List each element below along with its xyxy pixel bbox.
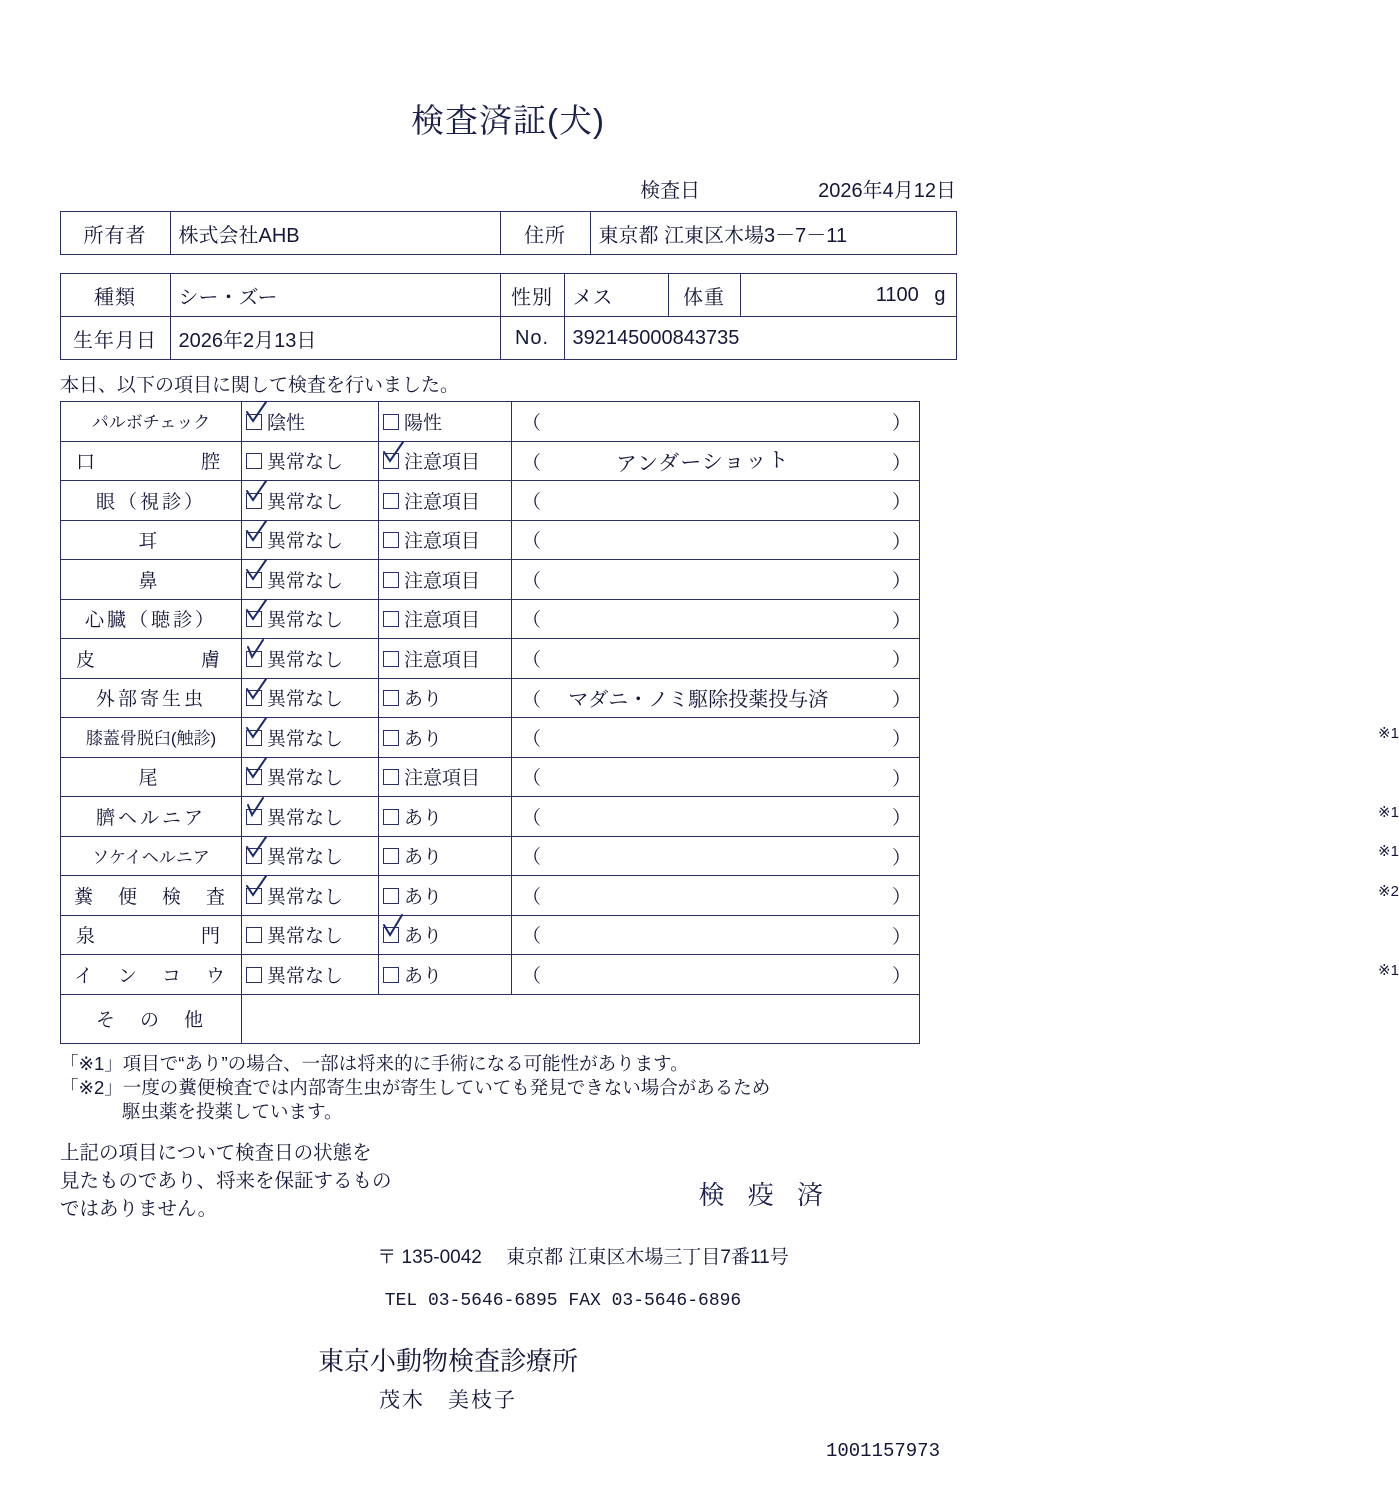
row-7-left-label: 異常なし (267, 689, 344, 711)
row-1-right-label: 注意項目 (404, 452, 481, 474)
row-4-right-label: 注意項目 (404, 570, 481, 592)
row-label-7: 外部寄生虫 (61, 678, 242, 718)
row-14-option-right[interactable] (379, 955, 512, 995)
owner-value: 株式会社AHB (170, 212, 500, 255)
row-1-option-right[interactable] (379, 441, 512, 481)
row-14-right-label: あり (404, 965, 443, 987)
checkbox-icon[interactable] (383, 532, 399, 548)
row-0-option-left[interactable] (242, 402, 379, 442)
animal-info-table (60, 273, 957, 360)
checkbox-icon[interactable] (383, 572, 399, 588)
row-8-footnote-mark: ※1 (1378, 724, 1399, 742)
checkbox-icon[interactable] (383, 611, 399, 627)
row-6-left-label: 異常なし (267, 649, 344, 671)
checkbox-icon[interactable] (383, 927, 399, 943)
checkbox-icon[interactable] (383, 967, 399, 983)
footnote-2: 「※2」一度の糞便検査では内部寄生虫が寄生していても発見できない場合があるため (60, 1076, 771, 1098)
row-6-option-right[interactable] (379, 639, 512, 679)
row-11-right-label: あり (404, 847, 443, 869)
row-14-remark[interactable]: （ ） ※1 (512, 955, 920, 995)
row-9-remark[interactable]: （ ） (512, 757, 920, 797)
row-label-11: ソケイヘルニア (61, 836, 242, 876)
row-11-option-right[interactable] (379, 836, 512, 876)
checkbox-icon[interactable] (246, 414, 262, 430)
row-1-option-left[interactable] (242, 441, 379, 481)
row-2-left-label: 異常なし (267, 491, 344, 513)
postal-address: 〒 135-0042 東京都 江東区木場三丁目7番11号 (377, 1246, 789, 1268)
row-8-option-right[interactable] (379, 718, 512, 758)
row-label-13: 泉 門 (61, 915, 242, 955)
row-9-right-label: 注意項目 (404, 768, 481, 790)
row-11-option-left[interactable] (242, 836, 379, 876)
address-value: 東京都 江東区木場3－7－11 (590, 212, 956, 255)
row-11-left-label: 異常なし (267, 847, 344, 869)
row-4-remark[interactable]: （ ） (512, 560, 920, 600)
row-13-remark[interactable]: （ ） (512, 915, 920, 955)
address-label: 住所 (500, 212, 590, 255)
table-row (60, 274, 956, 317)
row-6-remark[interactable]: （ ） (512, 639, 920, 679)
row-9-left-label: 異常なし (267, 768, 344, 790)
row-12-option-right[interactable] (379, 876, 512, 916)
sex-label: 性別 (500, 274, 564, 317)
row-0-option-right[interactable] (379, 402, 512, 442)
row-4-option-left[interactable] (242, 560, 379, 600)
row-2-option-left[interactable] (242, 481, 379, 521)
row-11-remark[interactable]: （ ） ※1 (512, 836, 920, 876)
table-row (61, 599, 920, 639)
row-8-remark[interactable]: （ ） ※1 (512, 718, 920, 758)
row-label-9: 尾 (61, 757, 242, 797)
weight-value-cell (740, 274, 956, 317)
row-4-left-label: 異常なし (267, 570, 344, 592)
checkbox-icon[interactable] (246, 809, 262, 825)
checkbox-icon[interactable] (383, 730, 399, 746)
row-5-remark[interactable]: （ ） (512, 599, 920, 639)
footer-block (60, 1139, 956, 1462)
row-13-left-label: 異常なし (267, 926, 344, 948)
row-label-14: イ ン コ ウ (61, 955, 242, 995)
row-8-option-left[interactable] (242, 718, 379, 758)
number-label: No. (500, 317, 564, 360)
checkbox-icon[interactable] (246, 453, 262, 469)
row-label-6: 皮 膚 (61, 639, 242, 679)
row-label-other: そ の 他 (61, 994, 242, 1043)
birthdate-value: 2026年2月13日 (170, 317, 500, 360)
footnotes (60, 1052, 956, 1125)
table-row (61, 876, 920, 916)
row-3-option-right[interactable] (379, 520, 512, 560)
row-11-footnote-mark: ※1 (1378, 843, 1399, 861)
row-10-left-label: 異常なし (267, 807, 344, 829)
row-7-remark-text: マダニ・ノミ駆除投薬投与済 (568, 689, 829, 712)
row-2-remark[interactable]: （ ） (512, 481, 920, 521)
checkbox-icon[interactable] (246, 493, 262, 509)
row-5-left-label: 異常なし (267, 610, 344, 632)
table-row (61, 955, 920, 995)
row-10-footnote-mark: ※1 (1378, 803, 1399, 821)
row-label-3: 耳 (61, 520, 242, 560)
row-1-left-label: 異常なし (267, 452, 344, 474)
row-4-option-right[interactable] (379, 560, 512, 600)
checkbox-icon[interactable] (246, 848, 262, 864)
checklist-wrapper (60, 401, 1399, 1044)
table-row (61, 797, 920, 837)
table-row (61, 678, 920, 718)
row-13-option-right[interactable] (379, 915, 512, 955)
table-row (61, 994, 920, 1043)
row-7-remark[interactable]: （ マダニ・ノミ駆除投薬投与済 ） (512, 678, 920, 718)
row-label-12: 糞 便 検 査 (61, 876, 242, 916)
checkbox-icon[interactable] (246, 967, 262, 983)
row-12-option-left[interactable] (242, 876, 379, 916)
checkbox-icon[interactable] (246, 769, 262, 785)
checkbox-icon[interactable] (246, 927, 262, 943)
table-row (61, 757, 920, 797)
table-row (61, 560, 920, 600)
row-12-right-label: あり (404, 886, 443, 908)
breed-value: シー・ズー (170, 274, 500, 317)
row-6-option-left[interactable] (242, 639, 379, 679)
tel-fax: TEL 03-5646-6895 FAX 03-5646-6896 (384, 1290, 742, 1311)
row-9-option-left[interactable] (242, 757, 379, 797)
row-2-right-label: 注意項目 (404, 491, 481, 513)
table-row (60, 212, 956, 255)
person-name: 茂木 美枝子 (379, 1388, 517, 1412)
row-13-option-left[interactable] (242, 915, 379, 955)
sex-value: メス (564, 274, 668, 317)
row-8-right-label: あり (404, 728, 443, 750)
row-9-option-right[interactable] (379, 757, 512, 797)
checkbox-icon[interactable] (383, 453, 399, 469)
row-8-left-label: 異常なし (267, 728, 344, 750)
row-12-footnote-mark: ※2 (1378, 882, 1399, 900)
row-6-right-label: 注意項目 (404, 649, 481, 671)
table-row (61, 836, 920, 876)
row-0-right-label: 陽性 (404, 412, 443, 434)
row-5-option-left[interactable] (242, 599, 379, 639)
checkbox-icon[interactable] (246, 611, 262, 627)
row-label-4: 鼻 (61, 560, 242, 600)
quarantine-stamp: 検 疫 済 (698, 1179, 831, 1210)
row-14-footnote-mark: ※1 (1378, 961, 1399, 979)
breed-label: 種類 (60, 274, 170, 317)
inspection-checklist-table (60, 401, 1399, 1044)
row-7-option-left[interactable] (242, 678, 379, 718)
row-label-2: 眼（視診） (61, 481, 242, 521)
row-12-left-label: 異常なし (267, 886, 344, 908)
checkbox-icon[interactable] (246, 532, 262, 548)
row-7-option-right[interactable] (379, 678, 512, 718)
checkbox-icon[interactable] (383, 690, 399, 706)
handwritten-remark: アンダーショット (616, 447, 791, 477)
owner-label: 所有者 (60, 212, 170, 255)
clinic-name: 東京小動物検査診療所 (317, 1345, 578, 1376)
row-label-0: パルボチェック (61, 402, 242, 442)
checkbox-icon[interactable] (246, 730, 262, 746)
serial-number: 1001157973 (825, 1439, 940, 1462)
other-remark[interactable] (242, 994, 920, 1043)
checkbox-icon[interactable] (383, 809, 399, 825)
row-7-right-label: あり (404, 689, 443, 711)
checkbox-icon[interactable] (246, 572, 262, 588)
row-3-right-label: 注意項目 (404, 531, 481, 553)
row-0-left-label: 陰性 (267, 412, 306, 434)
inspection-date-row (0, 174, 1016, 203)
row-1-remark[interactable]: （ アンダーショット ） (512, 441, 920, 481)
row-5-option-right[interactable] (379, 599, 512, 639)
table-row (61, 915, 920, 955)
table-row (61, 441, 920, 481)
inspection-date-value: 2026年4月12日 (818, 180, 956, 202)
birthdate-label: 生年月日 (60, 317, 170, 360)
row-3-remark[interactable]: （ ） (512, 520, 920, 560)
checkbox-icon[interactable] (246, 690, 262, 706)
row-14-left-label: 異常なし (267, 965, 344, 987)
row-12-remark[interactable]: （ ） ※2 (512, 876, 920, 916)
checkbox-icon[interactable] (383, 848, 399, 864)
footnote-3: 駆虫薬を投薬しています。 (122, 1101, 343, 1123)
row-10-option-left[interactable] (242, 797, 379, 837)
disclaimer-line-3: ではありません。 (60, 1198, 218, 1221)
disclaimer-line-1: 上記の項目について検査日の状態を (60, 1141, 372, 1164)
inspection-date-label: 検査日 (640, 180, 701, 202)
row-label-5: 心臓（聴診） (61, 599, 242, 639)
row-14-option-left[interactable] (242, 955, 379, 995)
disclaimer-line-2: 見たものであり、将来を保証するもの (60, 1169, 392, 1192)
row-2-option-right[interactable] (379, 481, 512, 521)
row-10-remark[interactable]: （ ） ※1 (512, 797, 920, 837)
weight-label: 体重 (668, 274, 740, 317)
disclaimer (60, 1139, 480, 1224)
row-3-left-label: 異常なし (267, 531, 344, 553)
table-row (61, 520, 920, 560)
row-13-right-label: あり (404, 926, 443, 948)
footnote-1: 「※1」項目で“あり”の場合、一部は将来的に手術になる可能性があります。 (60, 1052, 689, 1074)
row-3-option-left[interactable] (242, 520, 379, 560)
row-10-right-label: あり (404, 807, 443, 829)
weight-unit: g (934, 283, 946, 306)
checkbox-icon[interactable] (246, 888, 262, 904)
row-0-remark[interactable]: （ ） (512, 402, 920, 442)
checkbox-icon[interactable] (383, 414, 399, 430)
checkbox-icon[interactable] (246, 651, 262, 667)
page-title: 検査済証(犬) (411, 102, 605, 139)
row-10-option-right[interactable] (379, 797, 512, 837)
checkbox-icon[interactable] (383, 493, 399, 509)
table-row (61, 402, 920, 442)
weight-value: 1100 (875, 283, 919, 306)
row-label-8: 膝蓋骨脱臼(触診) (61, 718, 242, 758)
notice-line: 本日、以下の項目に関して検査を行いました。 (60, 375, 460, 396)
number-value: 392145000843735 (564, 317, 956, 360)
checkbox-icon[interactable] (383, 651, 399, 667)
checkbox-icon[interactable] (383, 769, 399, 785)
row-label-1: 口 腔 (61, 441, 242, 481)
table-row (61, 718, 920, 758)
table-row (61, 481, 920, 521)
row-label-10: 臍ヘルニア (61, 797, 242, 837)
table-row (61, 639, 920, 679)
checkbox-icon[interactable] (383, 888, 399, 904)
row-5-right-label: 注意項目 (404, 610, 481, 632)
owner-table (60, 211, 957, 255)
table-row (60, 317, 956, 360)
